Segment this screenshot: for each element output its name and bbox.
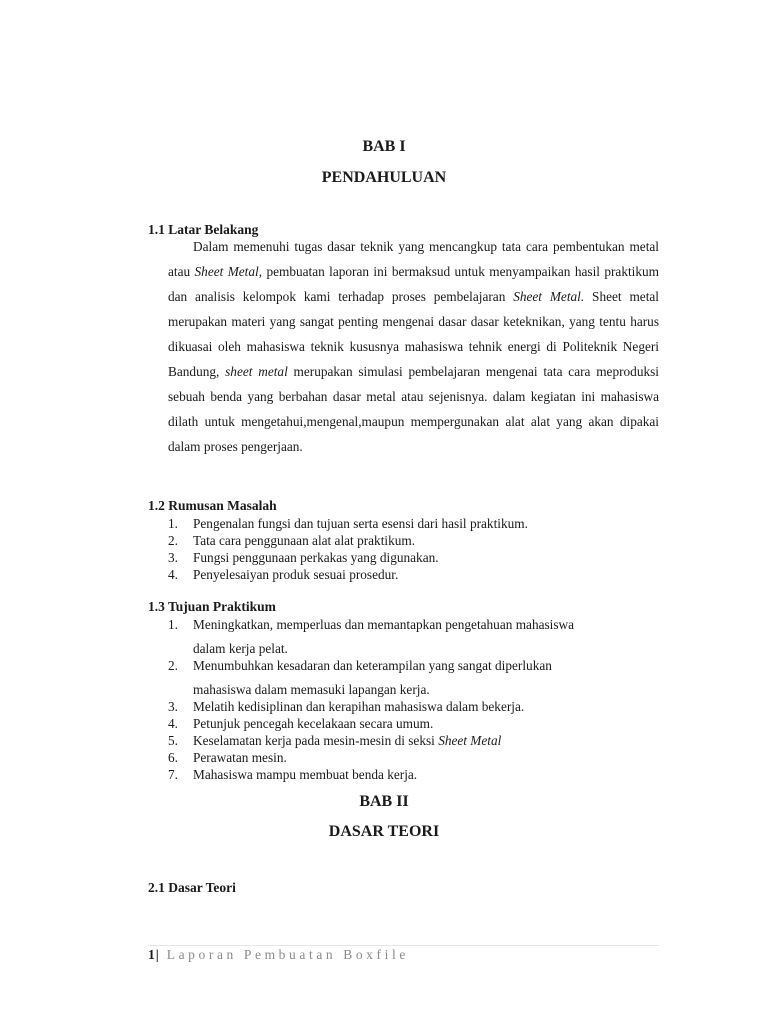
list-item (168, 532, 668, 549)
list-text: Menumbuhkan kesadaran dan keterampilan yang sangat diperlukan (193, 658, 552, 673)
list-text: Perawatan mesin. (193, 750, 287, 765)
list-text: Petunjuk pencegah kecelakaan secara umum. (193, 716, 434, 731)
chapter-subtitle: DASAR TEORI (328, 823, 440, 840)
section-heading-tujuan-praktikum: 1.3 Tujuan Praktikum (148, 599, 276, 614)
section-heading-rumusan-masalah: 1.2 Rumusan Masalah (148, 498, 277, 513)
list-text: Penyelesaiyan produk sesuai prosedur. (193, 567, 399, 582)
paragraph-text: pembuatan laporan ini bermaksud untuk menyampaikan hasil praktikum dan analisis kelompok kami terhadap proses pembelajaran (168, 264, 659, 304)
list-text-continuation: mahasiswa dalam memasuki lapangan kerja. (193, 682, 430, 697)
latar-belakang-paragraph (168, 234, 659, 459)
list-number: 2. (168, 658, 178, 673)
term-sheet-metal: Sheet Metal (438, 733, 502, 748)
list-number: 1. (168, 617, 178, 632)
section-heading-dasar-teori: 2.1 Dasar Teori (148, 880, 236, 895)
list-number: 4. (168, 716, 178, 731)
section-heading-latar-belakang: 1.1 Latar Belakang (148, 222, 259, 237)
rumusan-masalah-list (168, 515, 668, 583)
list-number: 3. (168, 550, 178, 565)
list-number: 2. (168, 533, 178, 548)
list-item (168, 566, 668, 583)
tujuan-praktikum-list (168, 616, 668, 783)
paragraph-text: Dalam memenuhi tugas dasar teknik yang mencangkup tata cara pembentukan metal atau (168, 239, 659, 279)
list-text-continuation: dalam kerja pelat. (193, 641, 288, 656)
chapter-title: BAB II (359, 793, 409, 810)
list-number: 5. (168, 733, 178, 748)
term-sheet-metal: sheet metal (225, 364, 288, 379)
footer-divider (148, 945, 659, 946)
list-text: Melatih kedisiplinan dan kerapihan mahasiswa dalam bekerja. (193, 699, 525, 714)
list-text: Fungsi penggunaan perkakas yang digunakan. (193, 550, 439, 565)
page-number: 1 (148, 947, 156, 962)
list-item (168, 715, 668, 732)
list-item (168, 549, 668, 566)
list-number: 4. (168, 567, 178, 582)
list-item (168, 657, 668, 698)
list-number: 3. (168, 699, 178, 714)
footer-title: Laporan Pembuatan Boxfile (166, 947, 409, 962)
term-sheet-metal: Sheet Metal. (513, 289, 585, 304)
list-item (168, 732, 668, 749)
list-item (168, 698, 668, 715)
paragraph-text: Sheet metal merupakan materi yang sangat penting mengenai dasar dasar keteknikan, yang tentu harus dikuasai oleh mahasiswa teknik kususnya mahasiswa tehnik energi di Politeknik Negeri Bandung, (168, 289, 659, 379)
list-text: Keselamatan kerja pada mesin-mesin di seksi (193, 733, 439, 748)
list-item (168, 749, 668, 766)
chapter-subtitle: PENDAHULUAN (321, 169, 447, 186)
list-item (168, 766, 668, 783)
list-item (168, 616, 668, 657)
list-item (168, 515, 668, 532)
list-text: Pengenalan fungsi dan tujuan serta esensi dari hasil praktikum. (193, 516, 528, 531)
list-text: Tata cara penggunaan alat alat praktikum. (193, 533, 416, 548)
page-footer (148, 947, 409, 963)
list-number: 6. (168, 750, 178, 765)
list-text: Mahasiswa mampu membuat benda kerja. (193, 767, 418, 782)
list-number: 7. (168, 767, 178, 782)
footer-separator: | (155, 947, 160, 962)
chapter-title: BAB I (362, 138, 406, 155)
list-text: Meningkatkan, memperluas dan memantapkan pengetahuan mahasiswa (193, 617, 575, 632)
paragraph-text: merupakan simulasi pembelajaran mengenai tata cara meproduksi sebuah benda yang berbahan dasar metal atau sejenisnya. dalam kegiatan ini mahasiswa dilath untuk mengetahui,mengenal,maupun mempergunakan alat alat yang akan dipakai dalam proses pengerjaan. (168, 364, 660, 454)
term-sheet-metal: Sheet Metal, (194, 264, 263, 279)
list-number: 1. (168, 516, 178, 531)
